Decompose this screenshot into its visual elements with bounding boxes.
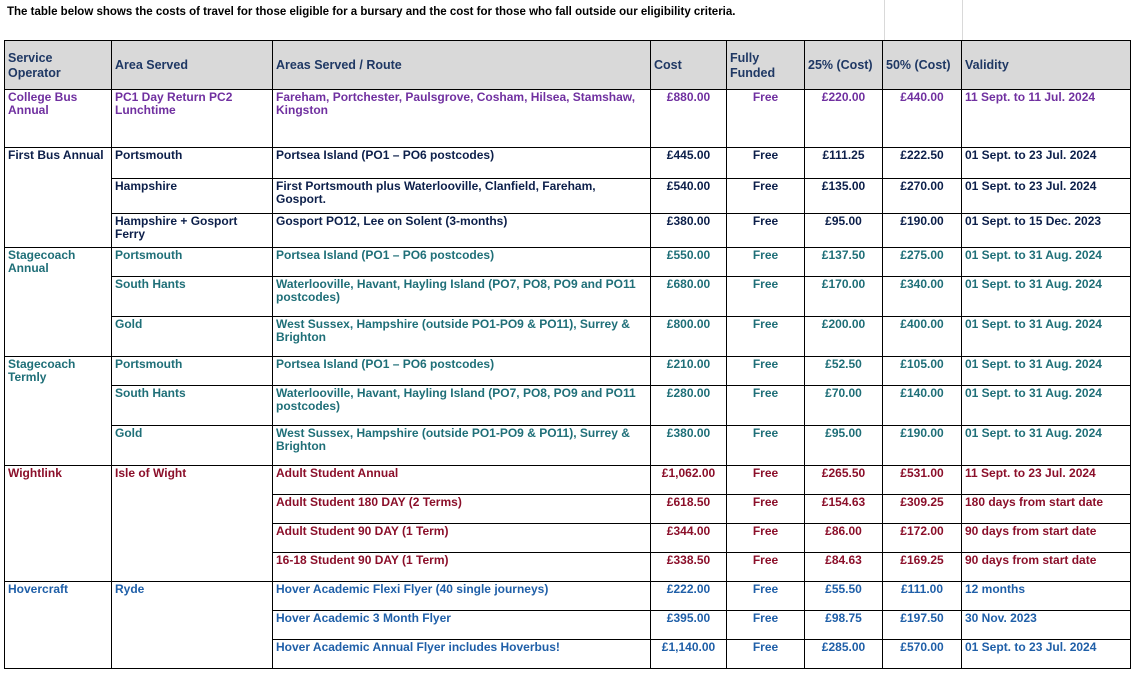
route-cell: West Sussex, Hampshire (outside PO1-PO9 & PO11), Surrey & Brighton [273, 317, 651, 357]
validity-cell: 12 months [962, 582, 1131, 611]
operator-cell: Wightlink [5, 466, 112, 582]
route-cell: Hover Academic Annual Flyer includes Hoverbus! [273, 640, 651, 669]
p25-cell: £52.50 [805, 357, 883, 386]
validity-cell: 01 Sept. to 31 Aug. 2024 [962, 248, 1131, 277]
header-operator: Service Operator [5, 41, 112, 90]
p50-cell: £190.00 [883, 426, 962, 466]
area-cell: Gold [112, 426, 273, 466]
p25-cell: £220.00 [805, 90, 883, 148]
p50-cell: £105.00 [883, 357, 962, 386]
table-row [5, 426, 1131, 466]
p50-cell: £190.00 [883, 214, 962, 248]
area-cell: Hampshire + Gosport Ferry [112, 214, 273, 248]
route-cell: Waterlooville, Havant, Hayling Island (PO7, PO8, PO9 and PO11 postcodes) [273, 386, 651, 426]
p50-cell: £172.00 [883, 524, 962, 553]
p25-cell: £111.25 [805, 148, 883, 179]
cost-cell: £380.00 [651, 214, 727, 248]
route-cell: Waterlooville, Havant, Hayling Island (PO7, PO8, PO9 and PO11 postcodes) [273, 277, 651, 317]
gridline [962, 0, 963, 40]
p50-cell: £197.50 [883, 611, 962, 640]
cost-cell: £1,062.00 [651, 466, 727, 495]
area-cell: South Hants [112, 386, 273, 426]
table-row [5, 386, 1131, 426]
cost-cell: £222.00 [651, 582, 727, 611]
p25-cell: £95.00 [805, 426, 883, 466]
operator-cell: Stagecoach Annual [5, 248, 112, 357]
p50-cell: £440.00 [883, 90, 962, 148]
cost-cell: £445.00 [651, 148, 727, 179]
funded-cell: Free [727, 611, 805, 640]
cost-cell: £880.00 [651, 90, 727, 148]
funded-cell: Free [727, 640, 805, 669]
header-route: Areas Served / Route [273, 41, 651, 90]
route-cell: Portsea Island (PO1 – PO6 postcodes) [273, 248, 651, 277]
route-cell: West Sussex, Hampshire (outside PO1-PO9 & PO11), Surrey & Brighton [273, 426, 651, 466]
area-cell: Isle of Wight [112, 466, 273, 582]
p50-cell: £275.00 [883, 248, 962, 277]
funded-cell: Free [727, 277, 805, 317]
p25-cell: £55.50 [805, 582, 883, 611]
p50-cell: £270.00 [883, 179, 962, 214]
header-25: 25% (Cost) [805, 41, 883, 90]
validity-cell: 01 Sept. to 23 Jul. 2024 [962, 179, 1131, 214]
validity-cell: 01 Sept. to 31 Aug. 2024 [962, 426, 1131, 466]
funded-cell: Free [727, 386, 805, 426]
validity-cell: 90 days from start date [962, 553, 1131, 582]
funded-cell: Free [727, 179, 805, 214]
p25-cell: £137.50 [805, 248, 883, 277]
header-validity: Validity [962, 41, 1131, 90]
gridline [884, 0, 885, 40]
cost-cell: £395.00 [651, 611, 727, 640]
validity-cell: 11 Sept. to 23 Jul. 2024 [962, 466, 1131, 495]
p25-cell: £95.00 [805, 214, 883, 248]
p25-cell: £135.00 [805, 179, 883, 214]
cost-cell: £338.50 [651, 553, 727, 582]
cost-cell: £280.00 [651, 386, 727, 426]
validity-cell: 01 Sept. to 31 Aug. 2024 [962, 277, 1131, 317]
p25-cell: £170.00 [805, 277, 883, 317]
table-row [5, 90, 1131, 148]
route-cell: 16-18 Student 90 DAY (1 Term) [273, 553, 651, 582]
p50-cell: £309.25 [883, 495, 962, 524]
table-row [5, 277, 1131, 317]
table-row [5, 148, 1131, 179]
p25-cell: £98.75 [805, 611, 883, 640]
header-row [5, 41, 1131, 90]
table-row [5, 582, 1131, 611]
header-cost: Cost [651, 41, 727, 90]
header-area: Area Served [112, 41, 273, 90]
area-cell: Portsmouth [112, 148, 273, 179]
validity-cell: 90 days from start date [962, 524, 1131, 553]
cost-cell: £1,140.00 [651, 640, 727, 669]
p25-cell: £84.63 [805, 553, 883, 582]
area-cell: PC1 Day Return PC2 Lunchtime [112, 90, 273, 148]
travel-cost-table [4, 40, 1131, 669]
p50-cell: £400.00 [883, 317, 962, 357]
area-cell: Gold [112, 317, 273, 357]
route-cell: Gosport PO12, Lee on Solent (3-months) [273, 214, 651, 248]
area-cell: Portsmouth [112, 357, 273, 386]
p25-cell: £200.00 [805, 317, 883, 357]
funded-cell: Free [727, 248, 805, 277]
funded-cell: Free [727, 495, 805, 524]
route-cell: First Portsmouth plus Waterlooville, Clanfield, Fareham, Gosport. [273, 179, 651, 214]
validity-cell: 30 Nov. 2023 [962, 611, 1131, 640]
operator-cell: College Bus Annual [5, 90, 112, 148]
validity-cell: 11 Sept. to 11 Jul. 2024 [962, 90, 1131, 148]
funded-cell: Free [727, 582, 805, 611]
p50-cell: £531.00 [883, 466, 962, 495]
route-cell: Hover Academic 3 Month Flyer [273, 611, 651, 640]
route-cell: Adult Student 180 DAY (2 Terms) [273, 495, 651, 524]
p50-cell: £340.00 [883, 277, 962, 317]
funded-cell: Free [727, 317, 805, 357]
operator-cell: Hovercraft [5, 582, 112, 669]
cost-cell: £800.00 [651, 317, 727, 357]
p25-cell: £86.00 [805, 524, 883, 553]
area-cell: South Hants [112, 277, 273, 317]
validity-cell: 01 Sept. to 31 Aug. 2024 [962, 357, 1131, 386]
funded-cell: Free [727, 148, 805, 179]
route-cell: Adult Student 90 DAY (1 Term) [273, 524, 651, 553]
validity-cell: 01 Sept. to 31 Aug. 2024 [962, 386, 1131, 426]
route-cell: Portsea Island (PO1 – PO6 postcodes) [273, 357, 651, 386]
intro-text: The table below shows the costs of travel for those eligible for a bursary and the cost for those who fall outside our eligibility criteria. [7, 6, 736, 18]
table-row [5, 179, 1131, 214]
p50-cell: £570.00 [883, 640, 962, 669]
funded-cell: Free [727, 426, 805, 466]
route-cell: Adult Student Annual [273, 466, 651, 495]
route-cell: Hover Academic Flexi Flyer (40 single journeys) [273, 582, 651, 611]
validity-cell: 01 Sept. to 15 Dec. 2023 [962, 214, 1131, 248]
cost-cell: £680.00 [651, 277, 727, 317]
funded-cell: Free [727, 90, 805, 148]
validity-cell: 180 days from start date [962, 495, 1131, 524]
operator-cell: First Bus Annual [5, 148, 112, 248]
cost-cell: £380.00 [651, 426, 727, 466]
route-cell: Portsea Island (PO1 – PO6 postcodes) [273, 148, 651, 179]
validity-cell: 01 Sept. to 23 Jul. 2024 [962, 640, 1131, 669]
p50-cell: £222.50 [883, 148, 962, 179]
cost-cell: £618.50 [651, 495, 727, 524]
header-funded: Fully Funded [727, 41, 805, 90]
table-row [5, 466, 1131, 495]
p25-cell: £265.50 [805, 466, 883, 495]
funded-cell: Free [727, 214, 805, 248]
cost-cell: £210.00 [651, 357, 727, 386]
area-cell: Hampshire [112, 179, 273, 214]
header-50: 50% (Cost) [883, 41, 962, 90]
p25-cell: £285.00 [805, 640, 883, 669]
table-row [5, 248, 1131, 277]
funded-cell: Free [727, 553, 805, 582]
cost-cell: £344.00 [651, 524, 727, 553]
operator-cell: Stagecoach Termly [5, 357, 112, 466]
table-row [5, 357, 1131, 386]
p25-cell: £154.63 [805, 495, 883, 524]
p25-cell: £70.00 [805, 386, 883, 426]
cost-cell: £550.00 [651, 248, 727, 277]
funded-cell: Free [727, 357, 805, 386]
table-row [5, 317, 1131, 357]
route-cell: Fareham, Portchester, Paulsgrove, Cosham, Hilsea, Stamshaw, Kingston [273, 90, 651, 148]
validity-cell: 01 Sept. to 31 Aug. 2024 [962, 317, 1131, 357]
area-cell: Ryde [112, 582, 273, 669]
p50-cell: £140.00 [883, 386, 962, 426]
p50-cell: £111.00 [883, 582, 962, 611]
funded-cell: Free [727, 524, 805, 553]
validity-cell: 01 Sept. to 23 Jul. 2024 [962, 148, 1131, 179]
table-row [5, 214, 1131, 248]
cost-cell: £540.00 [651, 179, 727, 214]
p50-cell: £169.25 [883, 553, 962, 582]
funded-cell: Free [727, 466, 805, 495]
area-cell: Portsmouth [112, 248, 273, 277]
